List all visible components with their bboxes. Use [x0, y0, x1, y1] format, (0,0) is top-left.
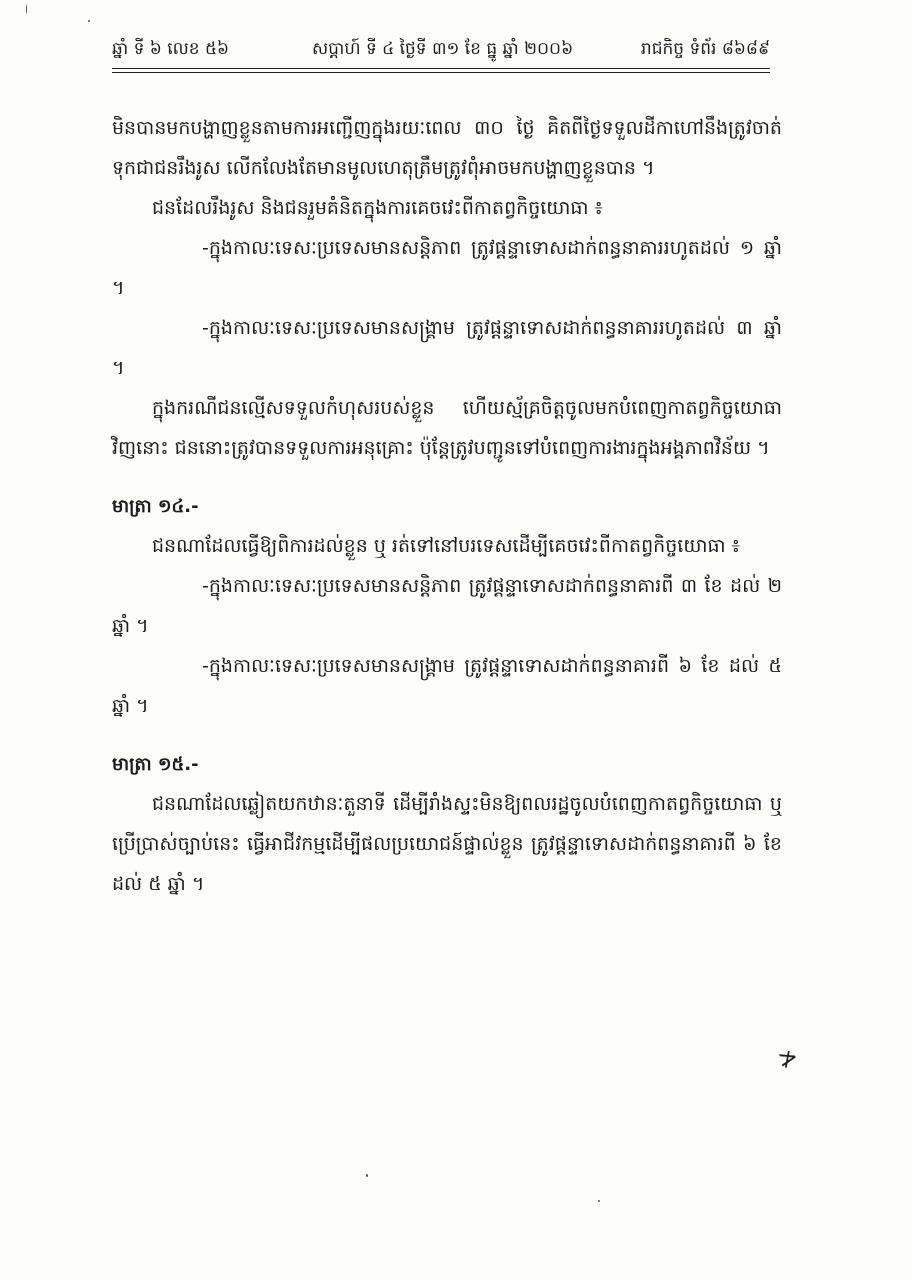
header-page-number: រាជកិច្ច ទំព័រ ៨៦៨៩ — [640, 39, 770, 59]
header-rule-top — [112, 68, 770, 69]
article-14-war: -ក្នុងកាលៈទេសៈប្រទេសមានសង្គ្រាម ត្រូវផ្តន្ទាទោសដាក់ពន្ធនាគារពី ៦ ខែ ដល់ ៥ ឆ្នាំ ។ — [112, 655, 782, 717]
paragraph-intro: ជនដែលរឹងរូស និងជនរួមគំនិតក្នុងការគេចវេះពីកាតព្វកិច្ចយោធា ៖ — [152, 197, 603, 219]
document-body — [112, 108, 782, 904]
scan-speck — [88, 20, 90, 22]
scan-speck — [366, 1174, 368, 1177]
scan-speck — [598, 1200, 600, 1202]
article-14-text: ជនណាដែលធ្វើឱ្យពិការដល់ខ្លួន ឬ រត់ទៅនៅបរទេសដើម្បីគេចវេះពីកាតព្វកិច្ចយោធា ៖ — [152, 535, 740, 557]
list-item-war: -ក្នុងកាលៈទេសៈប្រទេសមានសង្គ្រាម ត្រូវផ្តន្ទាទោសដាក់ពន្ធនាគាររហូតដល់ ៣ ឆ្នាំ ។ — [112, 317, 782, 379]
margin-initial-mark: ≯ — [774, 1041, 802, 1075]
header-issue: ឆ្នាំ ទី ៦ លេខ ៥៦ — [112, 39, 230, 59]
scan-speck — [26, 4, 27, 14]
article-15-text: ជនណាដែលឆ្លៀតយកឋានៈតួនាទី ដើម្បីរាំងស្ទះមិនឱ្យពលរដ្ឋចូលបំពេញកាតព្វកិច្ចយោធា ឬប្រើប្រាស់ច្បាប់នេះ ធ្វើអាជីវកម្មដើម្បីផលប្រយោជន៍ផ្ទាល់ខ្លួន ត្រូវផ្តន្ទាទោសដាក់ពន្ធនាគារពី ៦ ខែ ដល់ ៥ ឆ្នាំ ។ — [112, 793, 782, 895]
header-date: សប្តាហ៍ ទី ៤ ថ្ងៃទី ៣១ ខែ ធ្នូ ឆ្នាំ ២០០៦ — [312, 39, 574, 59]
article-15-title: មាត្រា ១៥.- — [112, 754, 199, 775]
paragraph-continuation: មិនបានមកបង្ហាញខ្លួនតាមការអញ្ជើញក្នុងរយៈពេល ៣០ ថ្ងៃ គិតពីថ្ងៃទទួលដីកាហៅនឹងត្រូវចាត់ទុកជាជនរឹងរូស លើកលែងតែមានមូលហេតុត្រឹមត្រូវពុំអាចមកបង្ហាញខ្លួនបាន ។ — [112, 117, 782, 179]
article-14-peace: -ក្នុងកាលៈទេសៈប្រទេសមានសន្តិភាព ត្រូវផ្តន្ទាទោសដាក់ពន្ធនាគារពី ៣ ខែ ដល់ ២ ឆ្នាំ ។ — [112, 575, 782, 637]
paragraph-leniency: ក្នុងករណីជនល្មើសទទួលកំហុសរបស់ខ្លួន ហើយស្ម័គ្រចិត្តចូលមកបំពេញកាតព្វកិច្ចយោធាវិញនោះ ជននោះត្រូវបានទទួលការអនុគ្រោះ ប៉ុន្តែត្រូវបញ្ជូនទៅបំពេញការងារក្នុងអង្គភាពវិន័យ ។ — [112, 397, 782, 459]
header-rule-bottom — [112, 72, 770, 73]
list-item-peace: -ក្នុងកាលៈទេសៈប្រទេសមានសន្តិភាព ត្រូវផ្តន្ទាទោសដាក់ពន្ធនាគាររហូតដល់ ១ ឆ្នាំ ។ — [112, 237, 782, 299]
article-14-title: មាត្រា ១៤.- — [112, 496, 199, 517]
gazette-header — [112, 34, 770, 64]
